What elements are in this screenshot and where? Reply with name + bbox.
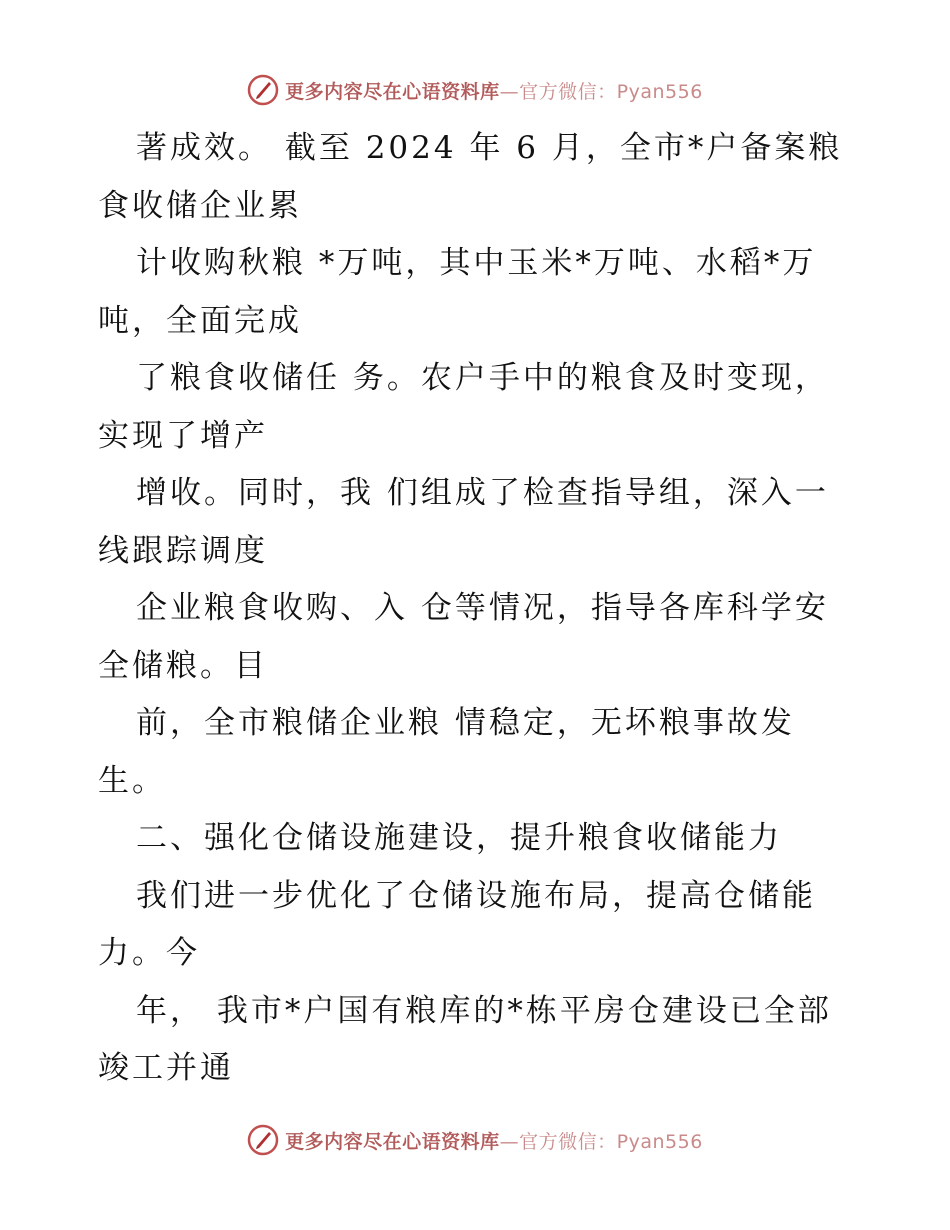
header-banner-wechat: —官方微信：Pyan556 [499, 80, 703, 103]
footer-banner [0, 1120, 950, 1160]
text-line-17: 竣工并通 [98, 1050, 234, 1086]
text-line-7: 增收。同时，我 们组成了检查指导组，深入一 [136, 475, 829, 511]
section-heading: 二、强化仓储设施建设，提升粮食收储能力 [136, 820, 782, 856]
header-banner [0, 70, 950, 110]
text-line-5: 了粮食收储任 务。农户手中的粮食及时变现， [136, 360, 829, 396]
document-body [98, 120, 843, 1098]
text-line-4: 吨，全面完成 [98, 302, 302, 339]
quill-logo-icon [247, 74, 279, 106]
text-line-10: 全储粮。目 [98, 647, 268, 684]
footer-banner-content [247, 1124, 703, 1156]
text-line-1: 著成效。 截至 2024 年 6 月，全市*户备案粮 [136, 130, 843, 166]
header-banner-content [247, 74, 703, 106]
header-banner-title: 更多内容尽在心语资料库 [285, 80, 500, 103]
text-line-14: 我们进一步优化了仓储设施布局，提高仓储能 [136, 877, 816, 914]
footer-banner-wechat: —官方微信：Pyan556 [499, 1130, 703, 1153]
text-line-11: 前，全市粮储企业粮 情稳定，无坏粮事故发 [136, 705, 795, 741]
quill-logo-icon [247, 1124, 279, 1156]
text-line-3: 计收购秋粮 *万吨，其中玉米*万吨、水稻*万 [136, 245, 817, 281]
header-banner-text [285, 77, 703, 104]
text-line-9: 企业粮食收购、入 仓等情况，指导各库科学安 [136, 590, 829, 626]
footer-banner-title: 更多内容尽在心语资料库 [285, 1130, 500, 1153]
text-line-8: 线跟踪调度 [98, 532, 268, 569]
text-line-2: 食收储企业累 [98, 187, 302, 224]
text-line-15: 力。今 [98, 935, 200, 971]
text-line-16: 年， 我市*户国有粮库的*栋平房仓建设已全部 [136, 992, 832, 1029]
text-line-12: 生。 [98, 762, 166, 799]
text-line-6: 实现了增产 [98, 417, 268, 454]
footer-banner-text [285, 1127, 703, 1154]
